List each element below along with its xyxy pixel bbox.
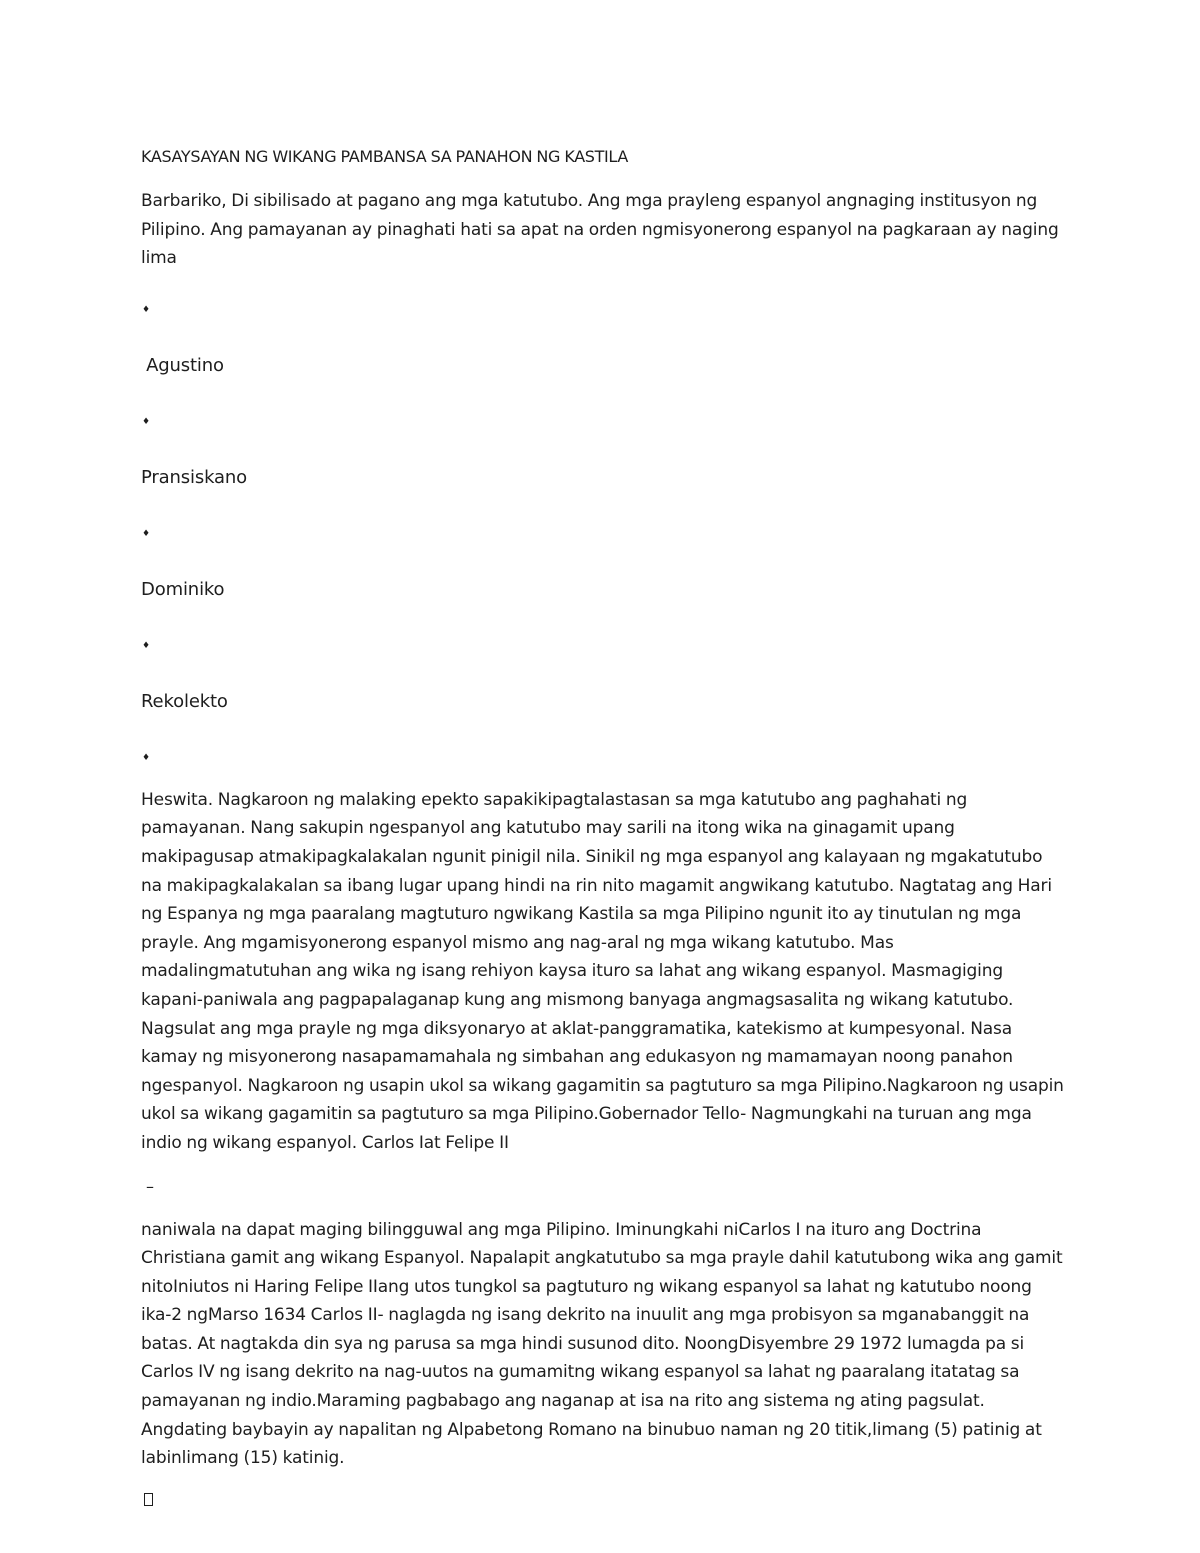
order-item-dominiko: Dominiko	[141, 578, 225, 600]
bullet-marker: ♦	[142, 416, 150, 427]
bullet-marker: ♦	[142, 304, 150, 315]
document-body	[141, 146, 1066, 1511]
bullet-marker: ♦	[142, 752, 150, 763]
bullet-marker: ♦	[142, 528, 150, 539]
intro-paragraph: Barbariko, Di sibilisado at pagano ang mga katutubo. Ang mga prayleng espanyol angnaging institusyon ng Pilipino. Ang pamayanan ay pinaghati hati sa apat na orden ngmisyonerong espanyol na pagkaraan ay naging lima	[141, 191, 1059, 269]
order-item-rekolekto: Rekolekto	[141, 690, 228, 712]
missing-glyph-icon	[141, 1485, 1066, 1511]
order-item-pransiskano: Pransiskano	[141, 466, 248, 488]
document-title: KASAYSAYAN NG WIKANG PAMBANSA SA PANAHON NG KASTILA	[141, 147, 628, 166]
body-paragraph-1: Heswita. Nagkaroon ng malaking epekto sapakikipagtalastasan sa mga katutubo ang paghahati ng pamayanan. Nang sakupin ngespanyol ang katutubo may sarili na itong wika na ginagamit upang makipagusap atmakipagkalakalan ngunit pinigil nila. Sinikil ng mga espanyol ang kalayaan ng mgakatutubo na makipagkalakalan sa ibang lugar upang hindi na rin nito magamit angwikang katutubo. Nagtatag ang Hari ng Espanya ng mga paaralang magtuturo ngwikang Kastila sa mga Pilipino ngunit ito ay tinutulan ng mga prayle. Ang mgamisyonerong espanyol mismo ang nag-aral ng mga wikang katutubo. Mas madalingmatutuhan ang wika ng isang rehiyon kaysa ituro sa lahat ang wikang espanyol. Masmagiging kapani-paniwala ang pagpapalaganap kung ang mismong banyaga angmagsasalita ng wikang katutubo. Nagsulat ang mga prayle ng mga diksyonaryo at aklat-panggramatika, katekismo at kumpesyonal. Nasa kamay ng misyonerong nasapamamahala ng simbahan ang edukasyon ng mamamayan noong panahon ngespanyol. Nagkaroon ng usapin ukol sa wikang gagamitin sa pagtuturo sa mga Pilipino.Nagkaroon ng usapin ukol sa wikang gagamitin sa pagtuturo sa mga Pilipino.Gobernador Tello- Nagmungkahi na turuan ang mga indio ng wikang espanyol. Carlos Iat Felipe II	[141, 789, 1064, 1153]
body-paragraph-2: naniwala na dapat maging bilingguwal ang mga Pilipino. Iminungkahi niCarlos I na ituro ang Doctrina Christiana gamit ang wikang Espanyol. Napalapit angkatutubo sa mga prayle dahil katutubong wika ang gamit nitoIniutos ni Haring Felipe IIang utos tungkol sa pagtuturo ng wikang espanyol sa lahat ng katutubo noong ika-2 ngMarso 1634 Carlos II- naglagda ng isang dekrito na inuulit ang mga probisyon sa mganabanggit na batas. At nagtakda din sya ng parusa sa mga hindi susunod dito. NoongDisyembre 29 1972 lumagda pa si Carlos IV ng isang dekrito na nag-uutos na gumamitng wikang espanyol sa lahat ng paaralang itatatag sa pamayanan ng indio.Maraming pagbabago ang naganap at isa na rito ang sistema ng ating pagsulat. Angdating baybayin ay napalitan ng Alpabetong Romano na binubuo naman ng 20 titik,limang (5) patinig at labinlimang (15) katinig.	[141, 1219, 1063, 1469]
order-item-agustino	[141, 347, 1066, 385]
dash-separator: –	[146, 1176, 154, 1196]
order-label: Agustino	[146, 354, 224, 376]
bullet-marker: ♦	[142, 640, 150, 651]
